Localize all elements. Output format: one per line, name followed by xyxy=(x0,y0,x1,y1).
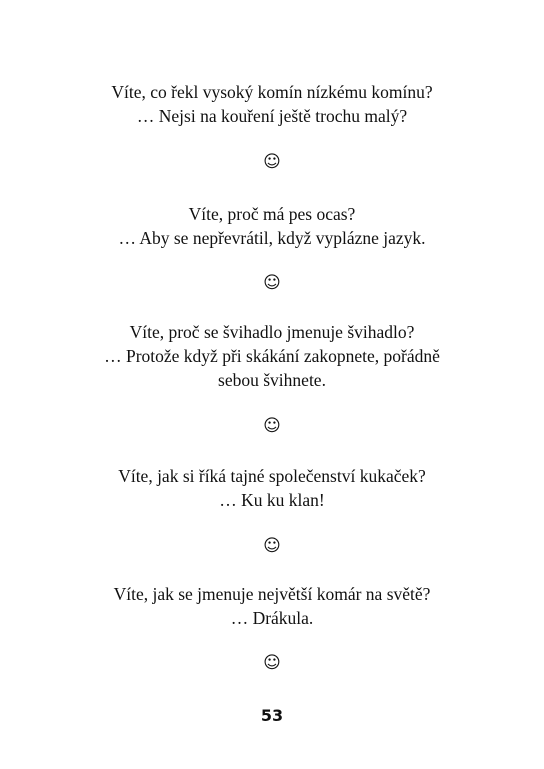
joke-5 xyxy=(60,582,484,630)
joke-4 xyxy=(60,464,484,512)
smiley-icon: ☺ xyxy=(263,653,281,673)
joke-question: Víte, jak se jmenuje největší komár na světě? xyxy=(113,584,431,604)
smiley-icon: ☺ xyxy=(263,416,281,436)
smiley-icon: ☺ xyxy=(263,273,281,293)
joke-answer: … Drákula. xyxy=(230,608,314,628)
page-number: 53 xyxy=(260,706,284,725)
smiley-icon: ☺ xyxy=(263,536,281,556)
joke-answer: … Nejsi na kouření ještě trochu malý? xyxy=(136,106,408,126)
joke-3 xyxy=(60,320,484,392)
joke-question: Víte, proč se švihadlo jmenuje švihadlo? xyxy=(129,322,415,342)
joke-answer: … Ku ku klan! xyxy=(219,490,325,510)
joke-answer-continued: sebou švihnete. xyxy=(218,370,326,390)
joke-question: Víte, proč má pes ocas? xyxy=(188,204,356,224)
smiley-icon: ☺ xyxy=(263,152,281,172)
joke-question: Víte, jak si říká tajné společenství kukaček? xyxy=(118,466,426,486)
joke-question: Víte, co řekl vysoký komín nízkému komínu? xyxy=(111,82,433,102)
joke-2 xyxy=(60,202,484,250)
joke-1 xyxy=(60,80,484,128)
joke-answer: … Protože když při skákání zakopnete, pořádně xyxy=(104,346,440,366)
joke-answer: … Aby se nepřevrátil, když vyplázne jazyk. xyxy=(118,228,426,248)
